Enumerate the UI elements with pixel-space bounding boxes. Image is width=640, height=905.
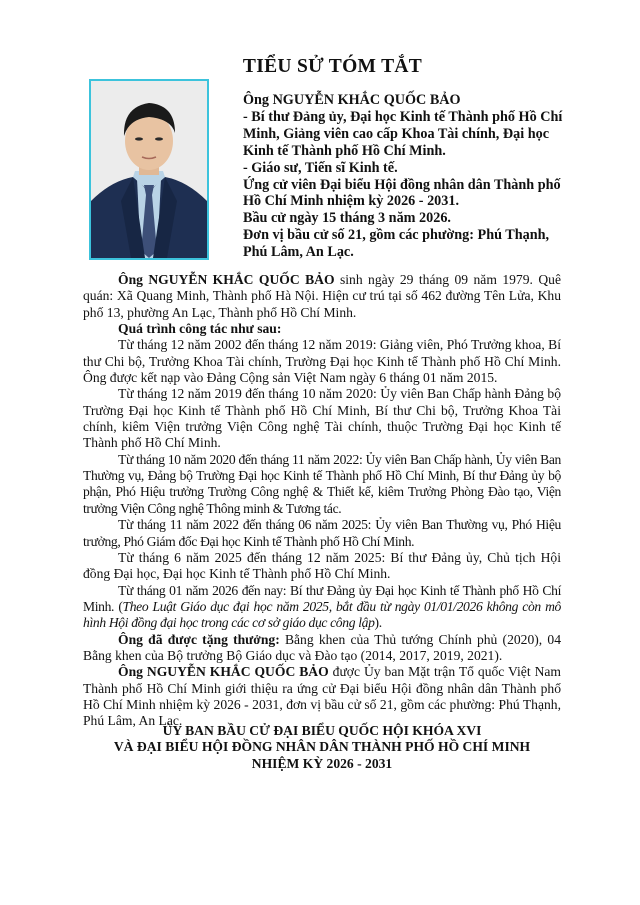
career-heading-text: Quá trình công tác như sau: — [118, 321, 282, 337]
career-entry: Từ tháng 12 năm 2002 đến tháng 12 năm 2019: Giảng viên, Phó Trưởng khoa, Bí thư Chi bộ, Trưởng Khoa Tài chính, Trường Đại học Kinh tế Thành phố Hồ Chí Minh. Ông được kết nạp vào Đảng Cộng sản Việt Nam ngày 6 tháng 01 năm 2015. — [83, 337, 561, 386]
issuer-block — [83, 723, 561, 772]
candidacy-statement: Ứng cử viên Đại biểu Hội đồng nhân dân Thành phố Hồ Chí Minh nhiệm kỳ 2026 - 2031. — [243, 176, 561, 210]
career-entry: Từ tháng 11 năm 2022 đến tháng 06 năm 2025: Ủy viên Ban Thường vụ, Phó Hiệu trưởng, Phó Giám đốc Đại học Kinh tế Thành phố Hồ Chí Minh. — [83, 517, 561, 549]
portrait-image — [91, 81, 207, 258]
document-title: TIỂU SỬ TÓM TẮT — [242, 56, 423, 77]
career-current-text: Từ tháng 01 năm 2026 đến nay: Bí thư Đảng ủy Đại học Kinh tế Thành phố Hồ Chí Minh. ( — [83, 582, 561, 614]
awards-heading: Ông đã được tặng thưởng: — [118, 631, 280, 647]
awards-paragraph — [83, 632, 561, 665]
career-current-note: Theo Luật Giáo dục đại học năm 2025, bắt đầu từ ngày 01/01/2026 không còn mô hình Hội đồng đại học trong các cơ sở giáo dục công lập — [83, 598, 561, 631]
nomination-paragraph — [83, 664, 561, 729]
nomination-text: được Ủy ban Mặt trận Tổ quốc Việt Nam Thành phố Hồ Chí Minh giới thiệu ra ứng cử Đại biểu Hội đồng nhân dân Thành phố Hồ Chí Minh nhiệm kỳ 2026 - 2031, đơn vị bầu cử số 21, gồm các phường: Phú Thạnh, Phú Lâm, An Lạc. — [83, 664, 561, 729]
candidate-academic-title: - Giáo sư, Tiến sĩ Kinh tế. — [243, 159, 398, 176]
career-entry-current — [83, 583, 561, 632]
issuer-line-1: ỦY BAN BẦU CỬ ĐẠI BIỂU QUỐC HỘI KHÓA XVI — [162, 723, 482, 738]
issuer-line-3: NHIỆM KỲ 2026 - 2031 — [251, 755, 393, 771]
issuer-line-2: VÀ ĐẠI BIỂU HỘI ĐỒNG NHÂN DÂN THÀNH PHỐ HỒ CHÍ MINH — [113, 739, 531, 755]
intro-name: Ông NGUYỄN KHẮC QUỐC BẢO — [118, 272, 335, 287]
career-entry: Từ tháng 12 năm 2019 đến tháng 10 năm 2020: Ủy viên Ban Chấp hành Đảng bộ Trường Đại học Kinh tế Thành phố Hồ Chí Minh, Bí thư Chi bộ, Trưởng Khoa Tài chính, kiêm Viện trưởng Viện Công nghệ Tài chính, thuộc Trường Đại học Kinh tế Thành phố Hồ Chí Minh. — [83, 386, 561, 451]
nomination-name: Ông NGUYỄN KHẮC QUỐC BẢO — [118, 664, 329, 680]
intro-paragraph — [83, 272, 561, 321]
career-entry: Từ tháng 10 năm 2020 đến tháng 11 năm 2022: Ủy viên Ban Chấp hành, Ủy viên Ban Thường vụ, Đảng bộ Trường Đại học Kinh tế Thành phố Hồ Chí Minh, Bí thư Đảng ủy bộ phận, Phó Hiệu trưởng Trường Công nghệ & Thiết kế, kiêm Trưởng Phòng Đào tạo, Viện trưởng Viện Công nghệ Thông minh & Tương tác. — [83, 451, 561, 516]
career-heading — [83, 321, 561, 337]
career-current-close: ). — [374, 615, 382, 631]
candidate-position-primary: - Bí thư Đảng ủy, Đại học Kinh tế Thành phố Hồ Chí Minh, Giảng viên cao cấp Khoa Tài chính, Đại học Kinh tế Thành phố Hồ Chí Minh. — [243, 108, 563, 159]
election-date: Bầu cử ngày 15 tháng 3 năm 2026. — [243, 210, 451, 227]
biography-body — [83, 272, 561, 730]
constituency: Đơn vị bầu cử số 21, gồm các phường: Phú Thạnh, Phú Lâm, An Lạc. — [243, 227, 550, 261]
intro-text: sinh ngày 29 tháng 09 năm 1979. Quê quán: Xã Quang Minh, Thành phố Hà Nội. Hiện cư trú tại số 462 đường Tên Lửa, Khu phố 13, phường An Lạc, Thành phố Hồ Chí Minh. — [83, 272, 561, 320]
awards-text: Bằng khen của Thủ tướng Chính phủ (2020), 04 Bằng khen của Bộ trưởng Bộ Giáo dục và Đào tạo (2014, 2017, 2019, 2021). — [83, 631, 561, 663]
candidate-name: Ông NGUYỄN KHẮC QUỐC BẢO — [243, 92, 461, 108]
candidate-summary — [243, 92, 573, 261]
career-entry: Từ tháng 6 năm 2025 đến tháng 12 năm 2025: Bí thư Đảng ủy, Chủ tịch Hội đồng Đại học, Đại học Kinh tế Thành phố Hồ Chí Minh. — [83, 549, 561, 582]
portrait-photo — [89, 79, 209, 260]
